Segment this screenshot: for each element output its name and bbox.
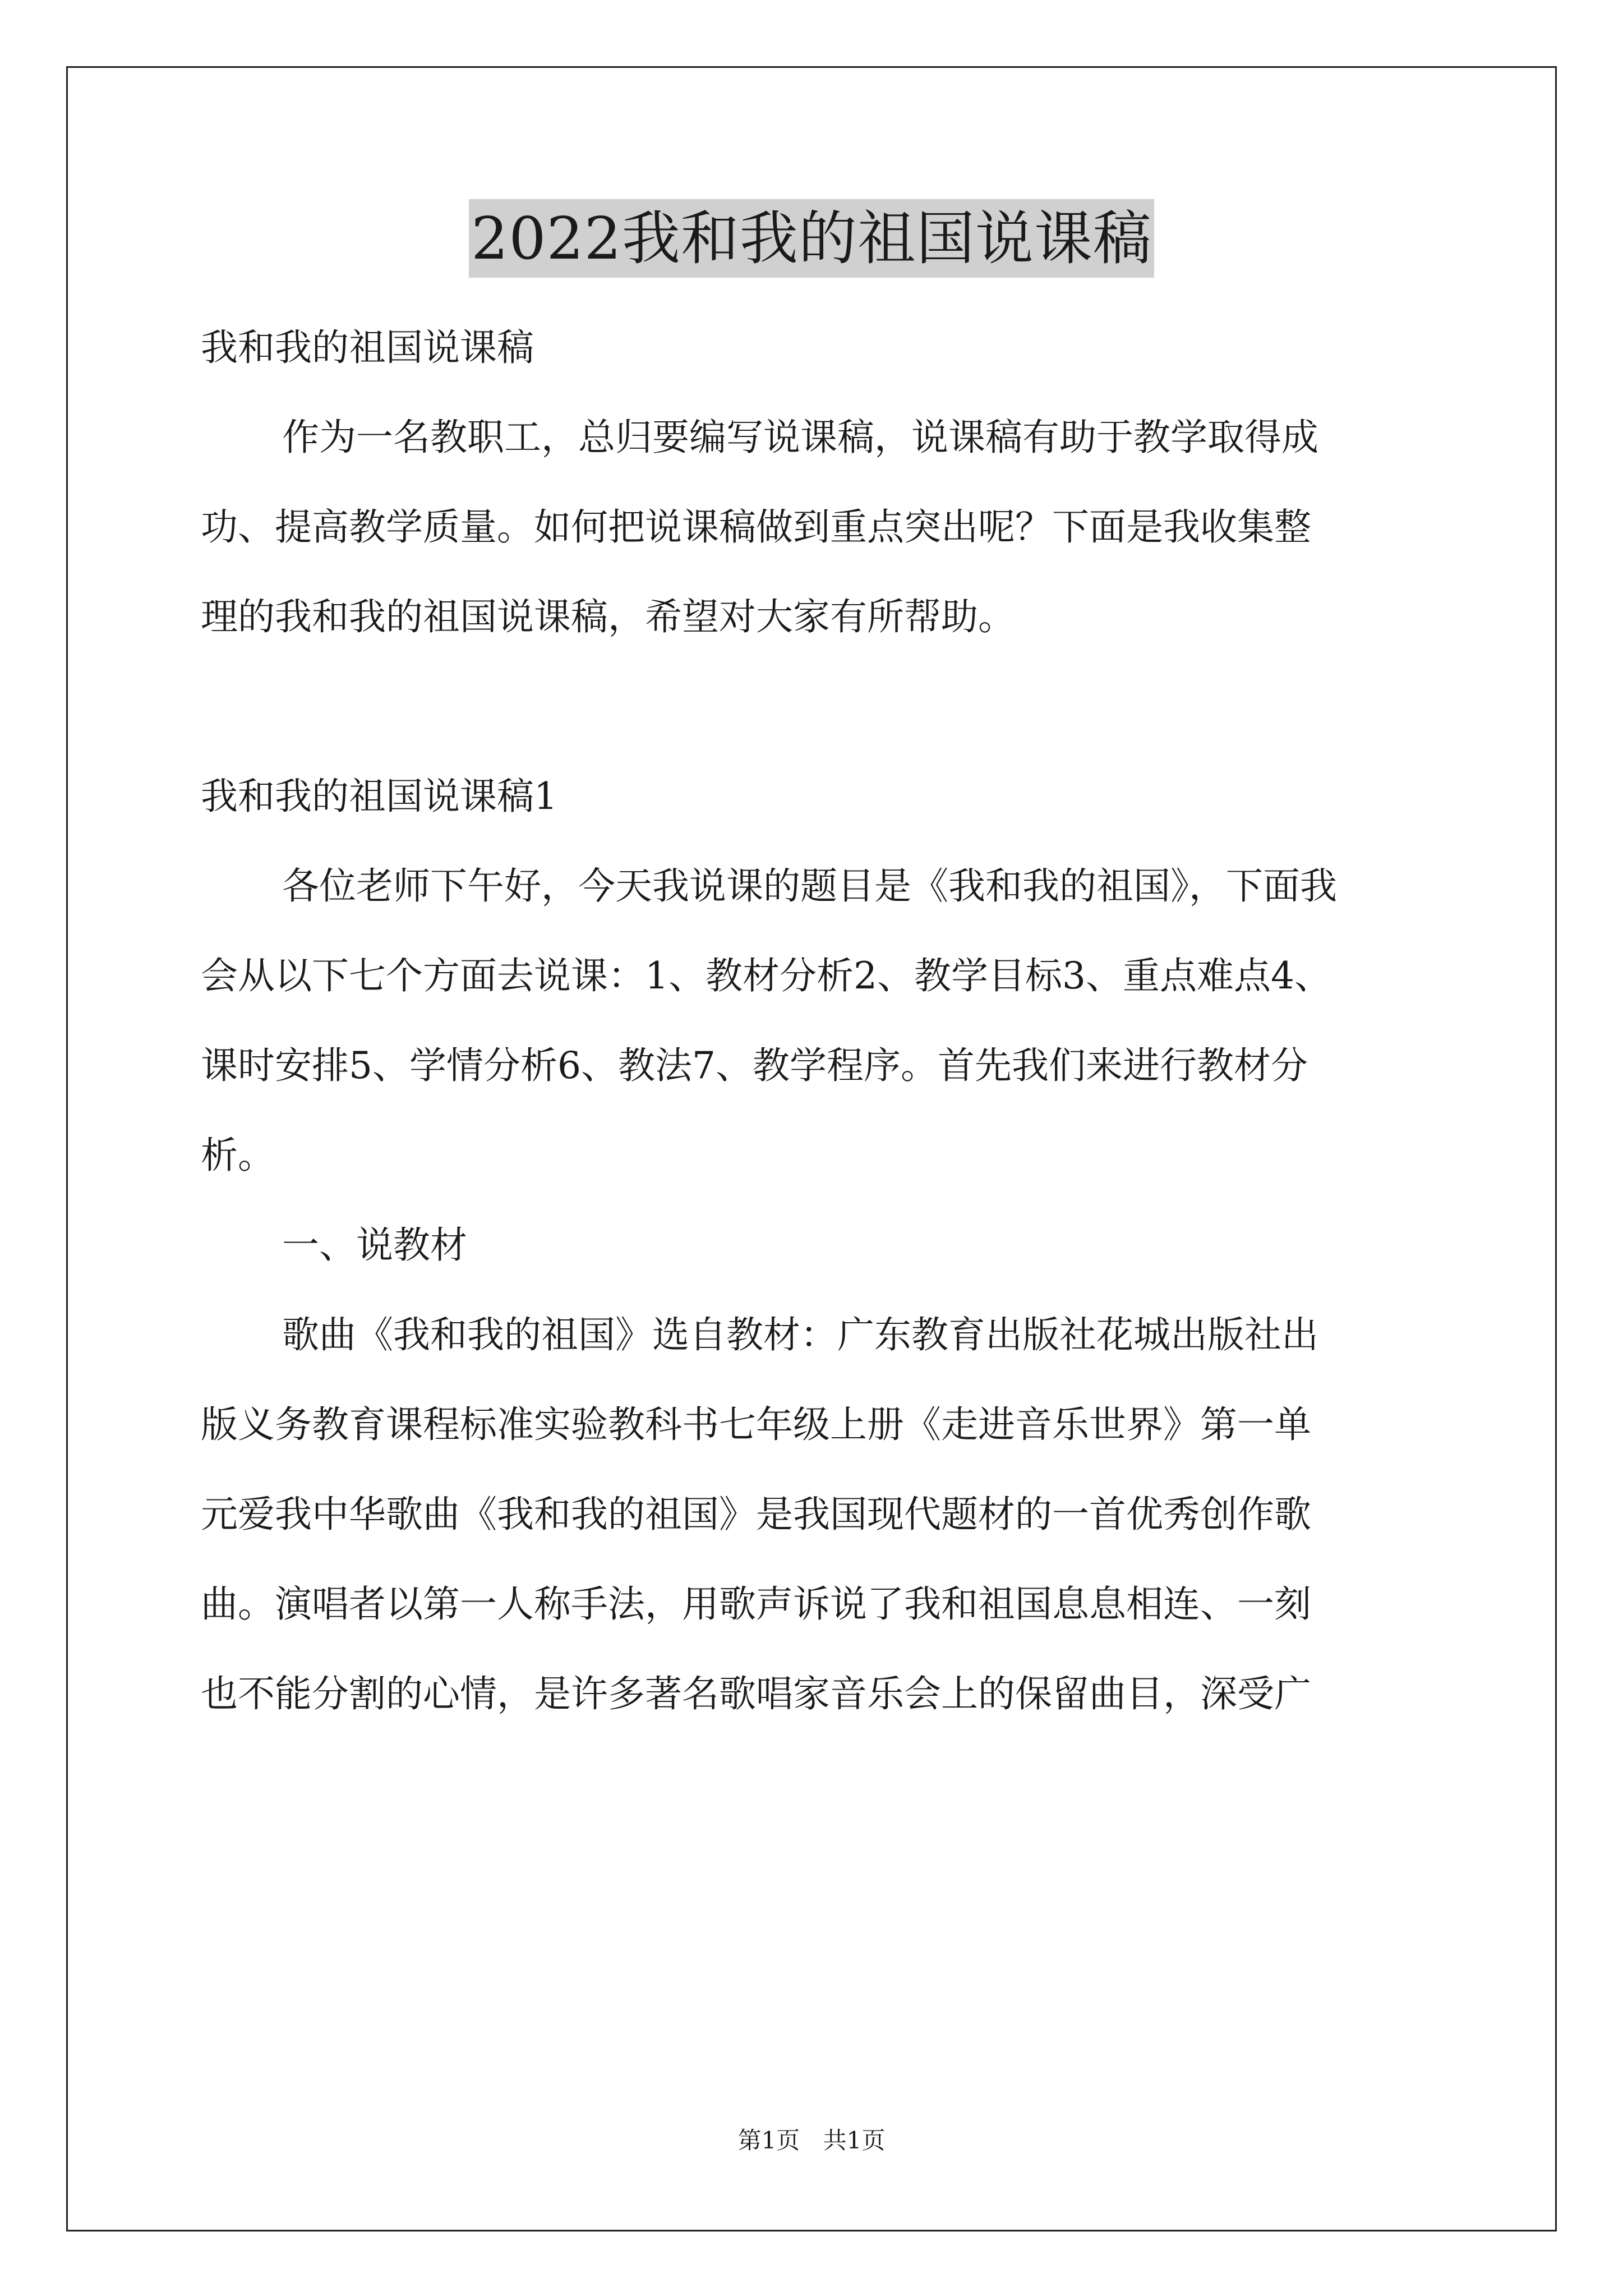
line-9: 课时安排5、学情分析6、教法7、教学程序。首先我们来进行教材分 <box>201 1044 1308 1087</box>
line-3: 功、提高教学质量。如何把说课稿做到重点突出呢？下面是我收集整 <box>201 505 1311 549</box>
page-total: 共1页 <box>823 2127 886 2154</box>
line-16: 也不能分割的心情，是许多著名歌唱家音乐会上的保留曲目，深受广 <box>201 1672 1311 1715</box>
line-8: 会从以下七个方面去说课：1、教材分析2、教学目标3、重点难点4、 <box>201 954 1331 997</box>
line-10: 析。 <box>201 1134 275 1177</box>
line-12: 歌曲《我和我的祖国》选自教材：广东教育出版社花城出版社出 <box>282 1313 1318 1356</box>
page-number: 第1页 <box>737 2127 800 2154</box>
line-6: 我和我的祖国说课稿1 <box>201 775 557 818</box>
section-heading: 一、说教材 <box>282 1223 467 1267</box>
line-15: 曲。演唱者以第一人称手法，用歌声诉说了我和祖国息息相连、一刻 <box>201 1582 1311 1626</box>
title-container <box>0 199 1623 278</box>
document-title: 2022我和我的祖国说课稿 <box>469 199 1154 278</box>
line-2: 作为一名教职工，总归要编写说课稿，说课稿有助于教学取得成 <box>282 416 1318 459</box>
line-4: 理的我和我的祖国说课稿，希望对大家有所帮助。 <box>201 595 1015 638</box>
line-7: 各位老师下午好，今天我说课的题目是《我和我的祖国》，下面我 <box>282 864 1337 908</box>
line-14: 元爱我中华歌曲《我和我的祖国》是我国现代题材的一首优秀创作歌 <box>201 1493 1311 1536</box>
page-footer <box>0 2124 1623 2157</box>
document-body <box>201 303 1457 1739</box>
blank-line <box>201 662 1457 752</box>
line-13: 版义务教育课程标准实验教科书七年级上册《走进音乐世界》第一单 <box>201 1403 1311 1446</box>
line-1: 我和我的祖国说课稿 <box>201 326 534 369</box>
